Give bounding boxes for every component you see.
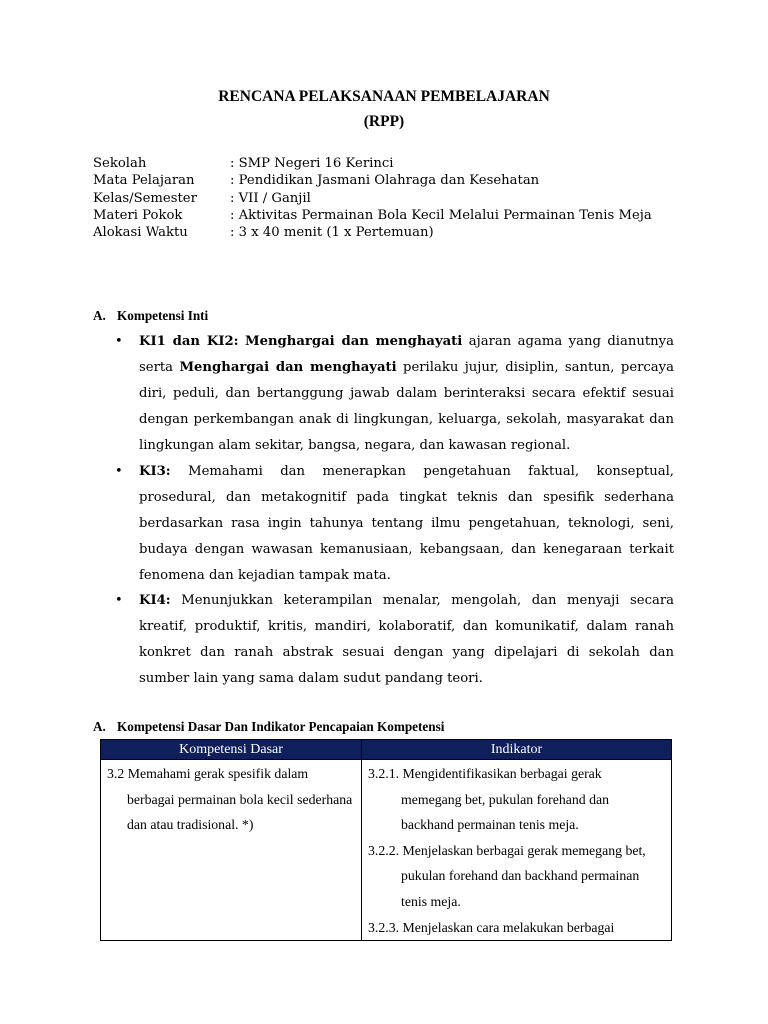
table-row: [101, 760, 672, 941]
identity-label: Sekolah: [93, 156, 147, 171]
identity-label: Alokasi Waktu: [93, 225, 188, 241]
identity-row-topic: [93, 207, 652, 224]
ki-text: ajaran agama yang dianutnya serta: [139, 334, 674, 375]
section-letter: A.: [93, 719, 106, 734]
ki-emphasis: Menghargai dan menghayati: [244, 334, 463, 349]
ki-item-1-2: [115, 329, 674, 459]
section-title: Kompetensi Dasar Dan Indikator Pencapaian Kompetensi: [117, 719, 445, 734]
indicator-item: 3.2.2. Menjelaskan berbagai gerak memegang bet, pukulan forehand dan backhand permainan tenis meja.: [368, 842, 646, 909]
ki-text: perilaku jujur, disiplin, santun, percaya diri, peduli, dan bertanggung jawab dalam berinteraksi secara efektif sesuai dengan perkembangan anak di lingkungan, keluarga, sekolah, masyarakat dan lingkungan alam sekitar, bangsa, negara, dan kawasan regional.: [139, 359, 674, 453]
identity-value: : Pendidikan Jasmani Olahraga dan Kesehatan: [230, 173, 540, 189]
ki-item-3: [115, 459, 674, 589]
identity-row-subject: [93, 172, 652, 189]
indicator-item: 3.2.3. Menjelaskan cara melakukan berbagai: [368, 919, 615, 935]
bullet-icon: •: [115, 334, 123, 349]
section-heading-kompetensi-dasar: [93, 719, 444, 735]
identity-block: [93, 155, 652, 241]
identity-label: Kelas/Semester: [93, 190, 197, 206]
table-header-indikator: Indikator: [362, 740, 672, 760]
document-title: RENCANA PELAKSANAAN PEMBELAJARAN: [218, 88, 550, 105]
document-subtitle: (RPP): [363, 113, 405, 130]
indicator-cell: [362, 760, 672, 941]
identity-row-time: [93, 224, 652, 241]
identity-value: : Aktivitas Permainan Bola Kecil Melalui Permainan Tenis Meja: [230, 207, 652, 223]
identity-label: Materi Pokok: [93, 207, 183, 223]
kd-cell: [101, 760, 362, 941]
table-header-row: [101, 740, 672, 760]
ki-label: KI1 dan KI2:: [139, 334, 239, 349]
identity-value: : SMP Negeri 16 Kerinci: [230, 156, 394, 171]
kd-text: 3.2 Memahami gerak spesifik dalam berbagai permainan bola kecil sederhana dan atau tradisional. *): [107, 766, 353, 833]
bullet-icon: •: [115, 464, 123, 479]
section-heading-kompetensi-inti: [93, 308, 208, 324]
bullet-icon: •: [115, 593, 123, 608]
identity-value: : VII / Ganjil: [230, 190, 311, 206]
section-letter: A.: [93, 308, 106, 323]
kd-indicator-table: [100, 739, 672, 941]
ki-item-4: [115, 588, 674, 692]
ki-text: Memahami dan menerapkan pengetahuan faktual, konseptual, prosedural, dan metakognitif pada tingkat teknis dan spesifik sederhana berdasarkan rasa ingin tahunya tentang ilmu pengetahuan, teknologi, seni, budaya dengan wawasan kemanusiaan, kebangsaan, dan kenegaraan terkait fenomena dan kejadian tampak mata.: [139, 464, 674, 583]
section-title: Kompetensi Inti: [117, 308, 209, 323]
ki-emphasis: Menghargai dan menghayati: [179, 359, 397, 375]
identity-label: Mata Pelajaran: [93, 173, 195, 189]
identity-row-school: [93, 155, 652, 172]
indicator-item: 3.2.1. Mengidentifikasikan berbagai gerak memegang bet, pukulan forehand dan backhand permainan tenis meja.: [368, 766, 610, 833]
ki-text: Menunjukkan keterampilan menalar, mengolah, dan menyaji secara kreatif, produktif, kritis, mandiri, kolaboratif, dan komunikatif, dalam ranah konkret dan ranah abstrak sesuai dengan yang dipelajari di sekolah dan sumber lain yang sama dalam sudut pandang teori.: [139, 593, 674, 686]
ki-label: KI4:: [139, 593, 171, 608]
ki-label: KI3:: [139, 464, 171, 479]
identity-value: : 3 x 40 menit (1 x Pertemuan): [230, 225, 434, 241]
identity-row-class: [93, 190, 652, 207]
table-header-kompetensi-dasar: Kompetensi Dasar: [101, 740, 362, 760]
